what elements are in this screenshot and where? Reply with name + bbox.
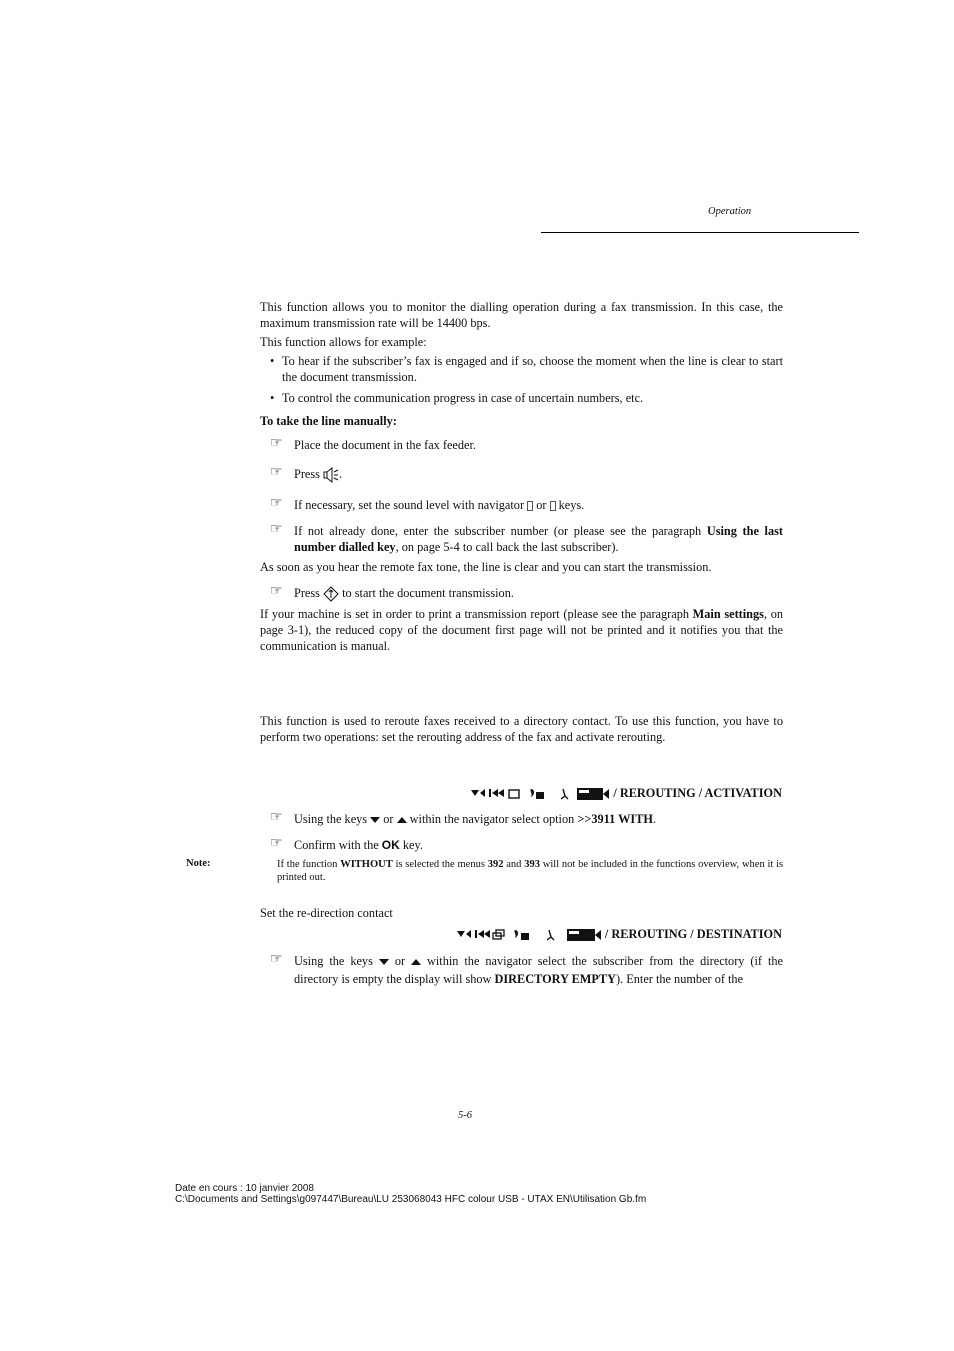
list-item <box>270 390 783 406</box>
step-text: Press . <box>294 466 783 483</box>
speaker-icon <box>323 467 339 483</box>
running-header: Operation <box>708 206 752 217</box>
section1-intro: This function allows you to monitor the dialling operation during a fax transmission. In this case, the maximum transmission rate will be 14400 bps. <box>260 300 783 330</box>
step-confirm-ok <box>270 837 783 853</box>
note-text: If the function WITHOUT is selected the menus 392 and 393 will not be included in the functions overview, when it is printed out. <box>277 859 784 883</box>
step-text: Press to start the document transmission. <box>294 585 783 602</box>
footer-date: Date en cours : 10 janvier 2008 <box>175 1183 314 1194</box>
step-text: If not already done, enter the subscriber number (or please see the paragraph Using the last number dialled key, on page 5-4 to call back the last subscriber). <box>294 524 783 554</box>
list-item-text: To control the communication progress in case of uncertain numbers, etc. <box>282 391 644 405</box>
header-rule <box>541 232 859 233</box>
example-lead: This function allows for example: <box>260 335 427 349</box>
step-place-document <box>270 437 783 453</box>
bullet-icon: • <box>270 391 275 405</box>
navigator-left-icon <box>527 501 533 511</box>
note-label: Note: <box>186 858 211 869</box>
section2-intro: This function is used to reroute faxes received to a directory contact. To use this function, you have to perform two operations: set the rerouting address of the fax and activate rerouting. <box>260 714 783 744</box>
step-text: Using the keys or within the navigator select the subscriber from the directory (if the directory is empty the display will show DIRECTORY EMPTY). Enter the number of the <box>294 954 784 986</box>
menu-path-icon <box>469 787 609 801</box>
step-press-speaker <box>270 466 783 483</box>
list-item <box>270 353 783 385</box>
navigator-right-icon <box>550 501 556 511</box>
step-press-start <box>270 585 783 602</box>
page-number: 5-6 <box>458 1110 472 1121</box>
tone-text: As soon as you hear the remote fax tone, the line is clear and you can start the transmission. <box>260 560 712 574</box>
step-text: Confirm with the OK key. <box>294 838 423 852</box>
pointing-hand-icon: ☞ <box>270 496 283 511</box>
redirect-heading: Set the re-direction contact <box>260 906 393 920</box>
arrow-up-icon <box>397 816 407 824</box>
pointing-hand-icon: ☞ <box>270 952 283 967</box>
step-text: Using the keys or within the navigator select option >>3911 WITH. <box>294 812 657 826</box>
bullet-icon: • <box>270 354 275 368</box>
step-select-with <box>270 811 783 827</box>
pointing-hand-icon: ☞ <box>270 584 283 599</box>
step-sound-level <box>270 497 783 513</box>
start-diamond-icon <box>323 586 339 602</box>
report-text: If your machine is set in order to print a transmission report (please see the paragraph Main settings, on page 3-1), the reduced copy of the document first page will not be printed and it notifies you that the communication is manual. <box>260 607 783 653</box>
ok-key-label: OK <box>381 838 400 852</box>
pointing-hand-icon: ☞ <box>270 436 283 451</box>
arrow-down-icon <box>379 958 389 966</box>
step-text: Place the document in the fax feeder. <box>294 438 476 452</box>
pointing-hand-icon: ☞ <box>270 522 283 537</box>
footer-path: C:\Documents and Settings\g097447\Bureau\LU 253068043 HFC colour USB - UTAX EN\Utilisation Gb.fm <box>175 1194 647 1205</box>
pointing-hand-icon: ☞ <box>270 465 283 480</box>
step-select-subscriber <box>270 952 783 988</box>
list-item-text: To hear if the subscriber’s fax is engaged and if so, choose the moment when the line is clear to start the document transmission. <box>282 354 783 384</box>
step-enter-number <box>270 523 783 555</box>
menu-path-activation: / REROUTING / ACTIVATION <box>469 786 782 801</box>
arrow-up-icon <box>411 958 421 966</box>
pointing-hand-icon: ☞ <box>270 836 283 851</box>
arrow-down-icon <box>370 816 380 824</box>
pointing-hand-icon: ☞ <box>270 810 283 825</box>
menu-path-destination: / REROUTING / DESTINATION <box>455 927 782 942</box>
menu-path-icon <box>455 928 601 942</box>
section-heading: To take the line manually: <box>260 414 397 428</box>
step-text: If necessary, set the sound level with navigator or keys. <box>294 498 585 512</box>
